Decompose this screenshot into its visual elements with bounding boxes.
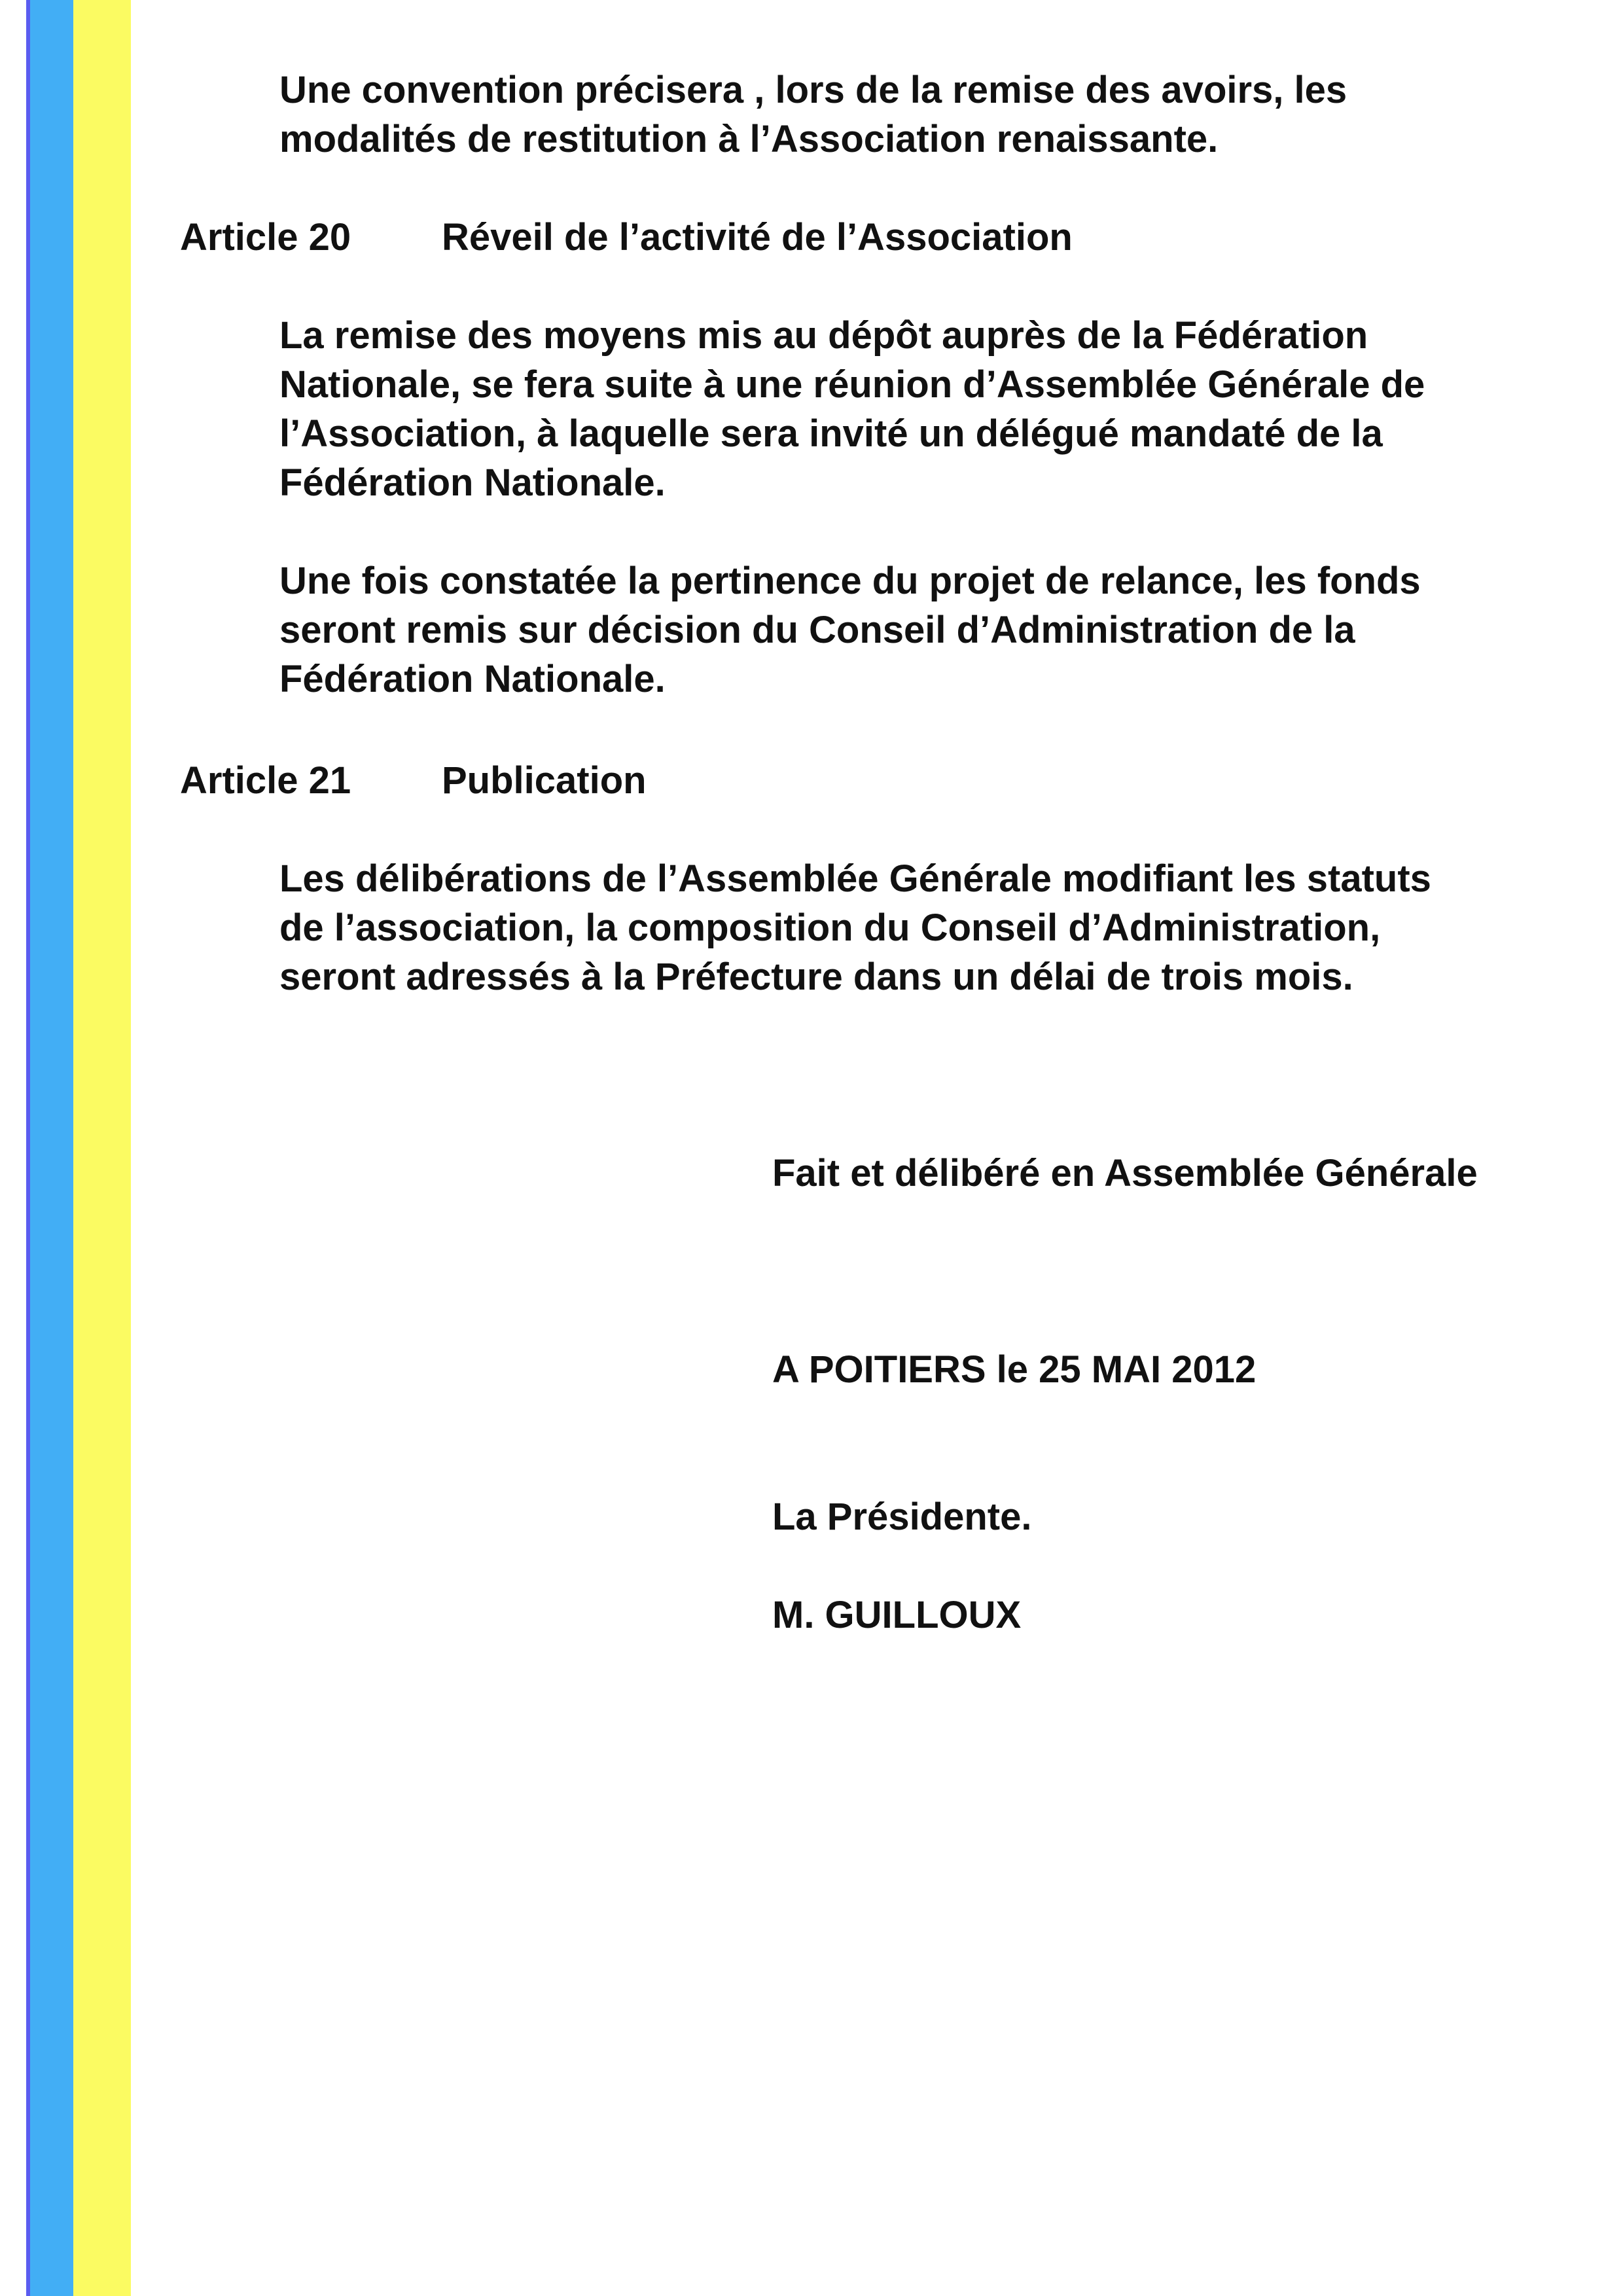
signature-made-in: Fait et délibéré en Assemblée Générale [772,1152,1478,1194]
article-20-p1-line-2: Nationale, se fera suite à une réunion d’Assemblée Générale de [279,363,1425,406]
article-21-heading [180,756,647,805]
article-20-title: Réveil de l’activité de l’Association [442,216,1073,259]
article-20-number: Article 20 [180,216,351,259]
left-blue-stripe [26,0,73,2296]
intro-line-1: Une convention précisera , lors de la remise des avoirs, les [279,69,1347,111]
article-21-p1-line-3: seront adressés à la Préfecture dans un délai de trois mois. [279,956,1353,998]
article-21-number: Article 21 [180,759,351,802]
article-20-p1-line-1: La remise des moyens mis au dépôt auprès de la Fédération [279,314,1368,357]
article-21-title: Publication [442,759,647,802]
left-yellow-stripe [73,0,131,2296]
signature-role: La Présidente. [772,1496,1032,1538]
article-21-p1-line-2: de l’association, la composition du Conseil d’Administration, [279,906,1381,949]
article-21-p1-line-1: Les délibérations de l’Assemblée Générale modifiant les statuts [279,857,1431,900]
article-20-p2-line-2: seront remis sur décision du Conseil d’Administration de la [279,609,1355,651]
signature-name: M. GUILLOUX [772,1594,1022,1636]
article-20-p1-line-4: Fédération Nationale. [279,461,666,504]
article-20-p2-line-3: Fédération Nationale. [279,658,666,700]
article-20-p2-line-1: Une fois constatée la pertinence du projet de relance, les fonds [279,560,1421,602]
intro-line-2: modalités de restitution à l’Association renaissante. [279,118,1219,160]
article-20-heading [180,213,1073,262]
signature-place-date: A POITIERS le 25 MAI 2012 [772,1348,1257,1391]
article-20-p1-line-3: l’Association, à laquelle sera invité un délégué mandaté de la [279,412,1383,455]
